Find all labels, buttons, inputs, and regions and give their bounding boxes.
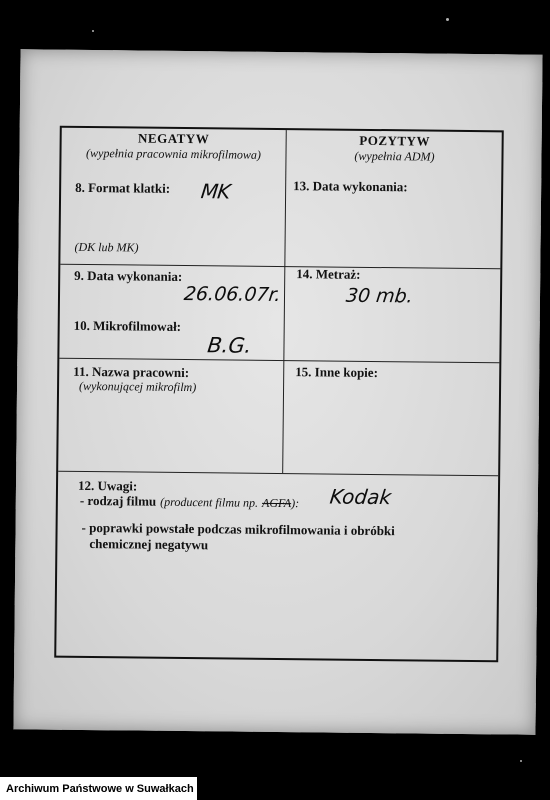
film-speck	[446, 18, 449, 21]
field9-value: 26.06.07r.	[182, 283, 283, 307]
field10-value: B.G.	[206, 333, 253, 358]
film-producent-note: (producent filmu np.	[160, 494, 259, 510]
pozytyw-title: POZYTYW	[359, 132, 431, 149]
field13-label: 13. Data wykonania:	[293, 178, 408, 195]
archive-name-label: Archiwum Państwowe w Suwałkach	[0, 777, 197, 800]
film-type-label: - rodzaj filmu	[79, 492, 157, 509]
film-type-value: Kodak	[328, 484, 393, 510]
field8-value: MK	[199, 179, 231, 204]
field8-label: 8. Format klatki:	[75, 179, 171, 196]
field12-line2: - poprawki powstałe podczas mikrofilmowania i obróbki	[81, 519, 395, 539]
negatyw-header	[61, 130, 285, 163]
field9-label: 9. Data wykonania:	[74, 267, 183, 284]
film-speck	[520, 760, 522, 762]
negatyw-subtitle: (wypełnia pracownia mikrofilmowa)	[86, 145, 262, 162]
field14-value: 30 mb.	[344, 284, 415, 308]
field8-note: (DK lub MK)	[74, 239, 139, 255]
row-divider-3	[58, 471, 498, 477]
field10-label: 10. Mikrofilmował:	[73, 317, 182, 334]
pozytyw-subtitle: (wypełnia ADM)	[354, 148, 435, 164]
column-divider	[282, 130, 287, 473]
field11-note: (wykonującej mikrofilm)	[79, 378, 197, 395]
field12-line3: chemicznej negatywu	[89, 536, 209, 553]
field11-label: 11. Nazwa pracowni:	[73, 363, 190, 381]
film-example-struck: AGFA	[261, 495, 292, 511]
negatyw-title: NEGATYW	[138, 130, 210, 147]
field15-label: 15. Inne kopie:	[295, 364, 379, 381]
row-divider-2	[59, 358, 499, 364]
film-note-close: ):	[291, 496, 300, 511]
form-frame	[54, 126, 504, 663]
field12-label: 12. Uwagi:	[77, 477, 138, 494]
film-speck	[92, 30, 94, 32]
pozytyw-header	[287, 132, 501, 165]
field12-line1	[80, 492, 299, 512]
field14-label: 14. Metraż:	[296, 266, 361, 282]
